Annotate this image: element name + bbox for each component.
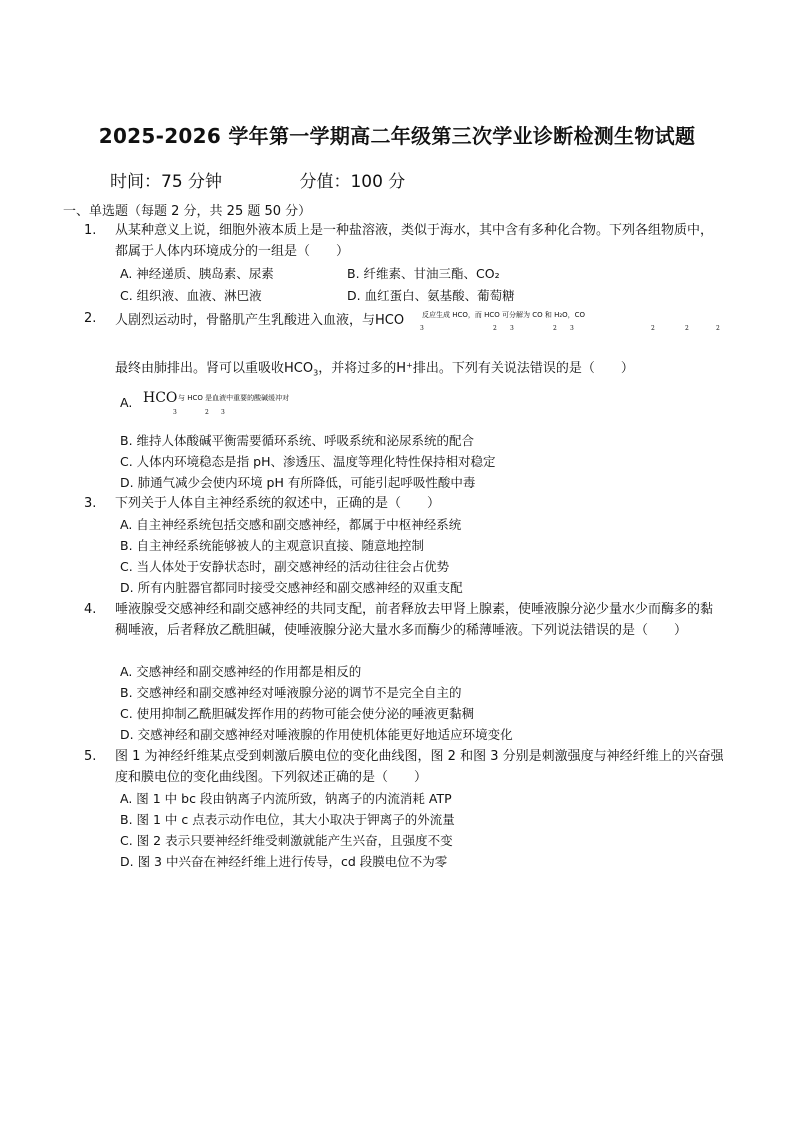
subscript: 2	[205, 409, 209, 416]
question-stem: 从某种意义上说，细胞外液本质上是一种盐溶液，类似于海水，其中含有多种化合物。下列各组物质中，都属于人体内环境成分的一组是（ ）	[115, 223, 714, 259]
question-number: 4.	[84, 602, 97, 617]
option-b: B. 纤维素、甘油三酯、CO₂	[347, 266, 500, 281]
option-b: B. 交感神经和副交感神经对唾液腺分泌的调节不是完全自主的	[120, 685, 462, 700]
exam-score: 分值：100 分	[299, 172, 406, 192]
option-d: D. 血红蛋白、氨基酸、葡萄糖	[347, 288, 515, 303]
question-number: 3.	[84, 496, 97, 511]
subscript: 2	[493, 325, 497, 332]
subscript: 2	[716, 325, 720, 332]
option-letter: A.	[120, 395, 133, 410]
question-number: 1.	[84, 223, 97, 238]
question-stem-part-2	[115, 357, 634, 378]
option-a: A. 图 1 中 bc 段由钠离子内流所致，钠离子的内流消耗 ATP	[120, 791, 452, 806]
formula-hco3: HCO	[143, 390, 178, 406]
subscript: 2	[651, 325, 655, 332]
option-c: C. 人体内环境稳态是指 pH、渗透压、温度等理化特性保持相对稳定	[120, 454, 496, 469]
question-stem: 下列关于人体自主神经系统的叙述中，正确的是（ ）	[115, 496, 441, 511]
option-d: D. 所有内脏器官都同时接受交感神经和副交感神经的双重支配	[120, 580, 463, 595]
question-number: 5.	[84, 749, 97, 764]
question-4	[84, 599, 724, 641]
option-a: A. 神经递质、胰岛素、尿素	[120, 266, 274, 281]
option-d: D. 肺通气减少会使内环境 pH 有所降低，可能引起呼吸性酸中毒	[120, 475, 476, 490]
subscript: 3	[510, 325, 514, 332]
stem-text: 最终由肺排出。肾可以重吸收HCO	[115, 361, 314, 376]
subscript: 3	[221, 409, 225, 416]
section-heading: 一、单选题（每题 2 分，共 25 题 50 分）	[63, 204, 312, 219]
stem-text-rest: ，并将过多的H⁺排出。下列有关说法错误的是（ ）	[318, 361, 634, 376]
subscript: 3	[313, 368, 319, 378]
option-a: A. 交感神经和副交感神经的作用都是相反的	[120, 664, 362, 679]
question-stem: 图 1 为神经纤维某点受到刺激后膜电位的变化曲线图，图 2 和图 3 分别是刺激强度与神经纤维上的兴奋强度和膜电位的变化曲线图。下列叙述正确的是（ ）	[115, 749, 724, 785]
question-1	[84, 220, 724, 262]
option-a	[120, 395, 132, 410]
question-5	[84, 746, 724, 788]
option-c: C. 组织液、血液、淋巴液	[120, 288, 262, 303]
option-b: B. 自主神经系统能够被人的主观意识直接、随意地控制	[120, 538, 425, 553]
option-c: C. 当人体处于安静状态时，副交感神经的活动往往会占优势	[120, 559, 450, 574]
exam-time: 时间：75 分钟	[110, 172, 223, 192]
option-c: C. 图 2 表示只要神经纤维受刺激就能产生兴奋，且强度不变	[120, 833, 453, 848]
option-b: B. 维持人体酸碱平衡需要循环系统、呼吸系统和泌尿系统的配合	[120, 433, 475, 448]
subscript: 3	[420, 325, 424, 332]
option-c: C. 使用抑制乙酰胆碱发挥作用的药物可能会使分泌的唾液更黏稠	[120, 706, 475, 721]
subscript: 3	[173, 409, 177, 416]
exam-title: 2025-2026 学年第一学期高二年级第三次学业诊断检测生物试题	[98, 124, 696, 148]
question-3	[84, 493, 724, 514]
exam-meta	[110, 167, 405, 192]
question-number: 2.	[84, 311, 97, 326]
option-d: D. 交感神经和副交感神经对唾液腺的作用使机体能更好地适应环境变化	[120, 727, 513, 742]
question-stem-part-1: 人剧烈运动时，骨骼肌产生乳酸进入血液，与HCO	[115, 313, 405, 328]
option-d: D. 图 3 中兴奋在神经纤维上进行传导，cd 段膜电位不为零	[120, 854, 448, 869]
option-a: A. 自主神经系统包括交感和副交感神经，都属于中枢神经系统	[120, 517, 462, 532]
subscript: 3	[570, 325, 574, 332]
compressed-formula-text: 反应生成 HCO，而 HCO 可分解为 CO 和 H₂O，CO	[422, 311, 586, 319]
question-stem: 唾液腺受交感神经和副交感神经的共同支配，前者释放去甲肾上腺素，使唾液腺分泌少量水少而酶多的黏稠唾液，后者释放乙酰胆碱，使唾液腺分泌大量水多而酶少的稀薄唾液。下列说法错误的是（ ）	[115, 602, 714, 638]
option-b: B. 图 1 中 c 点表示动作电位，其大小取决于钾离子的外流量	[120, 812, 455, 827]
compressed-option-text: 与 HCO 是血液中重要的酸碱缓冲对	[178, 394, 290, 402]
subscript: 2	[553, 325, 557, 332]
subscript: 2	[685, 325, 689, 332]
